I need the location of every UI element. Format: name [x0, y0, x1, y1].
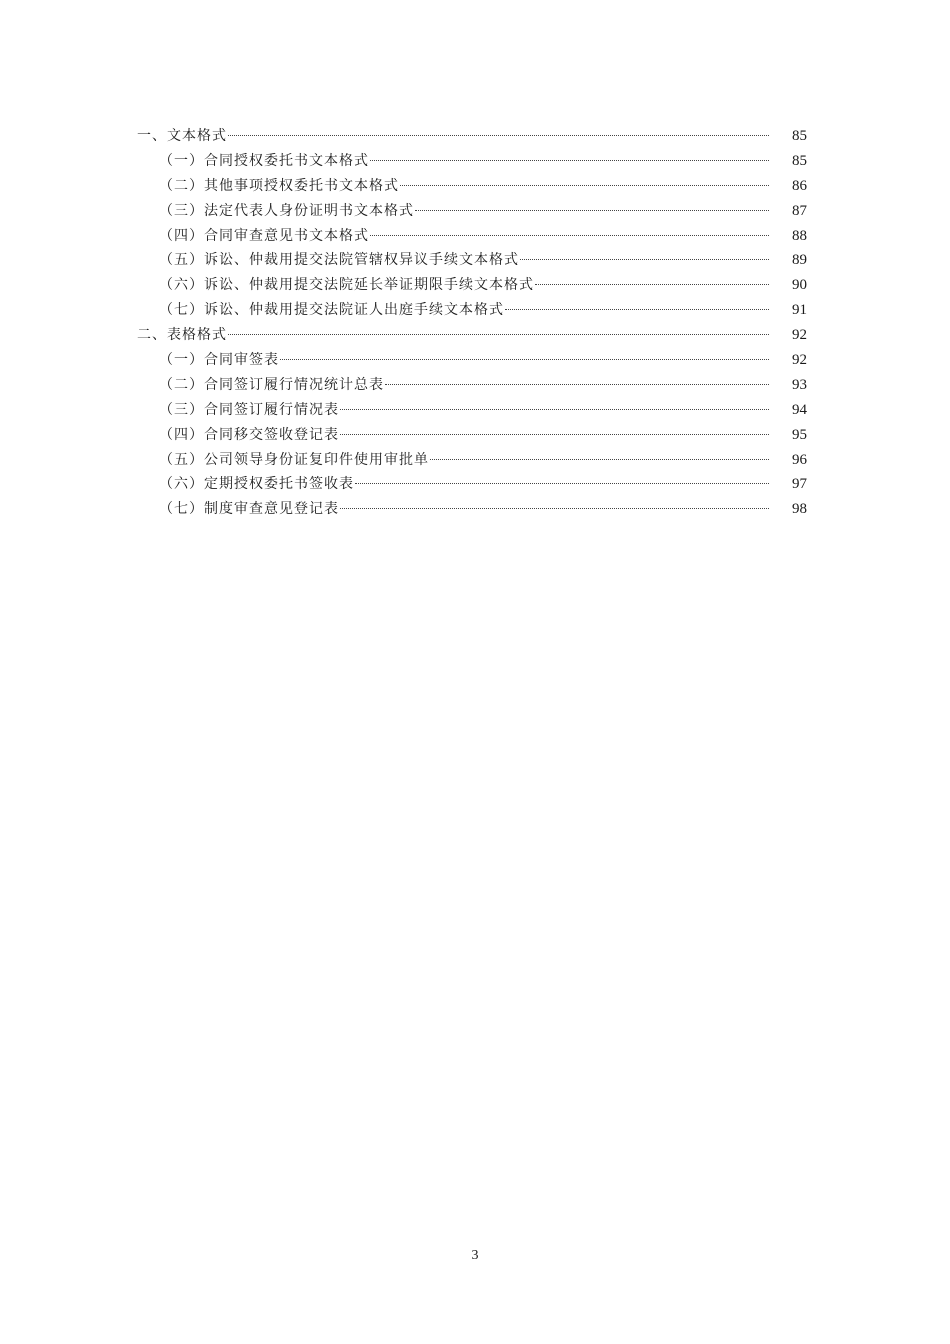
- toc-dot-leader: [370, 235, 769, 236]
- toc-entry-page: 95: [792, 426, 807, 443]
- toc-entry-title: （五）诉讼、仲裁用提交法院管辖权异议手续文本格式: [159, 252, 519, 269]
- toc-entry[interactable]: [137, 124, 807, 149]
- toc-entry-title: （七）诉讼、仲裁用提交法院证人出庭手续文本格式: [159, 302, 504, 319]
- toc-entry-page: 96: [792, 451, 807, 468]
- toc-dot-leader: [340, 434, 769, 435]
- toc-entry[interactable]: [137, 248, 807, 273]
- toc-entry-page: 93: [792, 376, 807, 393]
- toc-entry-title: （七）制度审查意见登记表: [159, 501, 339, 518]
- page-number: 3: [471, 1248, 479, 1263]
- toc-entry-title: （一）合同审签表: [159, 352, 279, 369]
- toc-entry-title: （五）公司领导身份证复印件使用审批单: [159, 451, 429, 468]
- toc-entry-title: （二）合同签订履行情况统计总表: [159, 376, 384, 393]
- toc-entry-page: 87: [792, 202, 807, 219]
- toc-dot-leader: [430, 459, 769, 460]
- toc-entry-page: 85: [792, 152, 807, 169]
- toc-entry-page: 90: [792, 277, 807, 294]
- toc-entry-page: 88: [792, 227, 807, 244]
- toc-entry-title: （六）定期授权委托书签收表: [159, 476, 354, 493]
- toc-entry-title: （四）合同审查意见书文本格式: [159, 227, 369, 244]
- toc-dot-leader: [400, 185, 769, 186]
- toc-entry-page: 85: [792, 128, 807, 144]
- toc-dot-leader: [415, 210, 769, 211]
- toc-entry-title: 一、文本格式: [137, 128, 227, 144]
- toc-entry-page: 86: [792, 177, 807, 194]
- toc-entry[interactable]: [137, 323, 807, 348]
- toc-entry[interactable]: [137, 423, 807, 448]
- toc-entry-title: （一）合同授权委托书文本格式: [159, 152, 369, 169]
- toc-entry-page: 92: [792, 327, 807, 344]
- toc-entry[interactable]: [137, 298, 807, 323]
- toc-dot-leader: [340, 508, 769, 509]
- toc-entry[interactable]: [137, 448, 807, 473]
- toc-entry[interactable]: [137, 224, 807, 249]
- toc-dot-leader: [228, 334, 769, 335]
- table-of-contents: [137, 124, 807, 522]
- toc-entry-page: 98: [792, 501, 807, 518]
- toc-entry[interactable]: [137, 373, 807, 398]
- toc-entry-title: （三）法定代表人身份证明书文本格式: [159, 202, 414, 219]
- toc-dot-leader: [505, 309, 769, 310]
- toc-dot-leader: [280, 359, 769, 360]
- toc-entry-title: （六）诉讼、仲裁用提交法院延长举证期限手续文本格式: [159, 277, 534, 294]
- toc-entry-page: 97: [792, 476, 807, 493]
- toc-dot-leader: [370, 160, 769, 161]
- toc-entry-title: 二、表格格式: [137, 327, 227, 344]
- toc-dot-leader: [520, 259, 769, 260]
- toc-entry[interactable]: [137, 174, 807, 199]
- toc-entry[interactable]: [137, 199, 807, 224]
- toc-entry-title: （四）合同移交签收登记表: [159, 426, 339, 443]
- toc-dot-leader: [355, 483, 769, 484]
- toc-entry[interactable]: [137, 348, 807, 373]
- toc-entry-title: （二）其他事项授权委托书文本格式: [159, 177, 399, 194]
- toc-entry[interactable]: [137, 273, 807, 298]
- toc-entry-page: 92: [792, 352, 807, 369]
- toc-dot-leader: [535, 284, 769, 285]
- toc-entry-page: 89: [792, 252, 807, 269]
- toc-entry[interactable]: [137, 472, 807, 497]
- toc-entry-page: 91: [792, 302, 807, 319]
- toc-entry[interactable]: [137, 398, 807, 423]
- toc-entry[interactable]: [137, 149, 807, 174]
- toc-entry[interactable]: [137, 497, 807, 522]
- toc-entry-title: （三）合同签订履行情况表: [159, 401, 339, 418]
- toc-dot-leader: [340, 409, 769, 410]
- toc-dot-leader: [385, 384, 769, 385]
- toc-dot-leader: [228, 135, 769, 136]
- toc-entry-page: 94: [792, 401, 807, 418]
